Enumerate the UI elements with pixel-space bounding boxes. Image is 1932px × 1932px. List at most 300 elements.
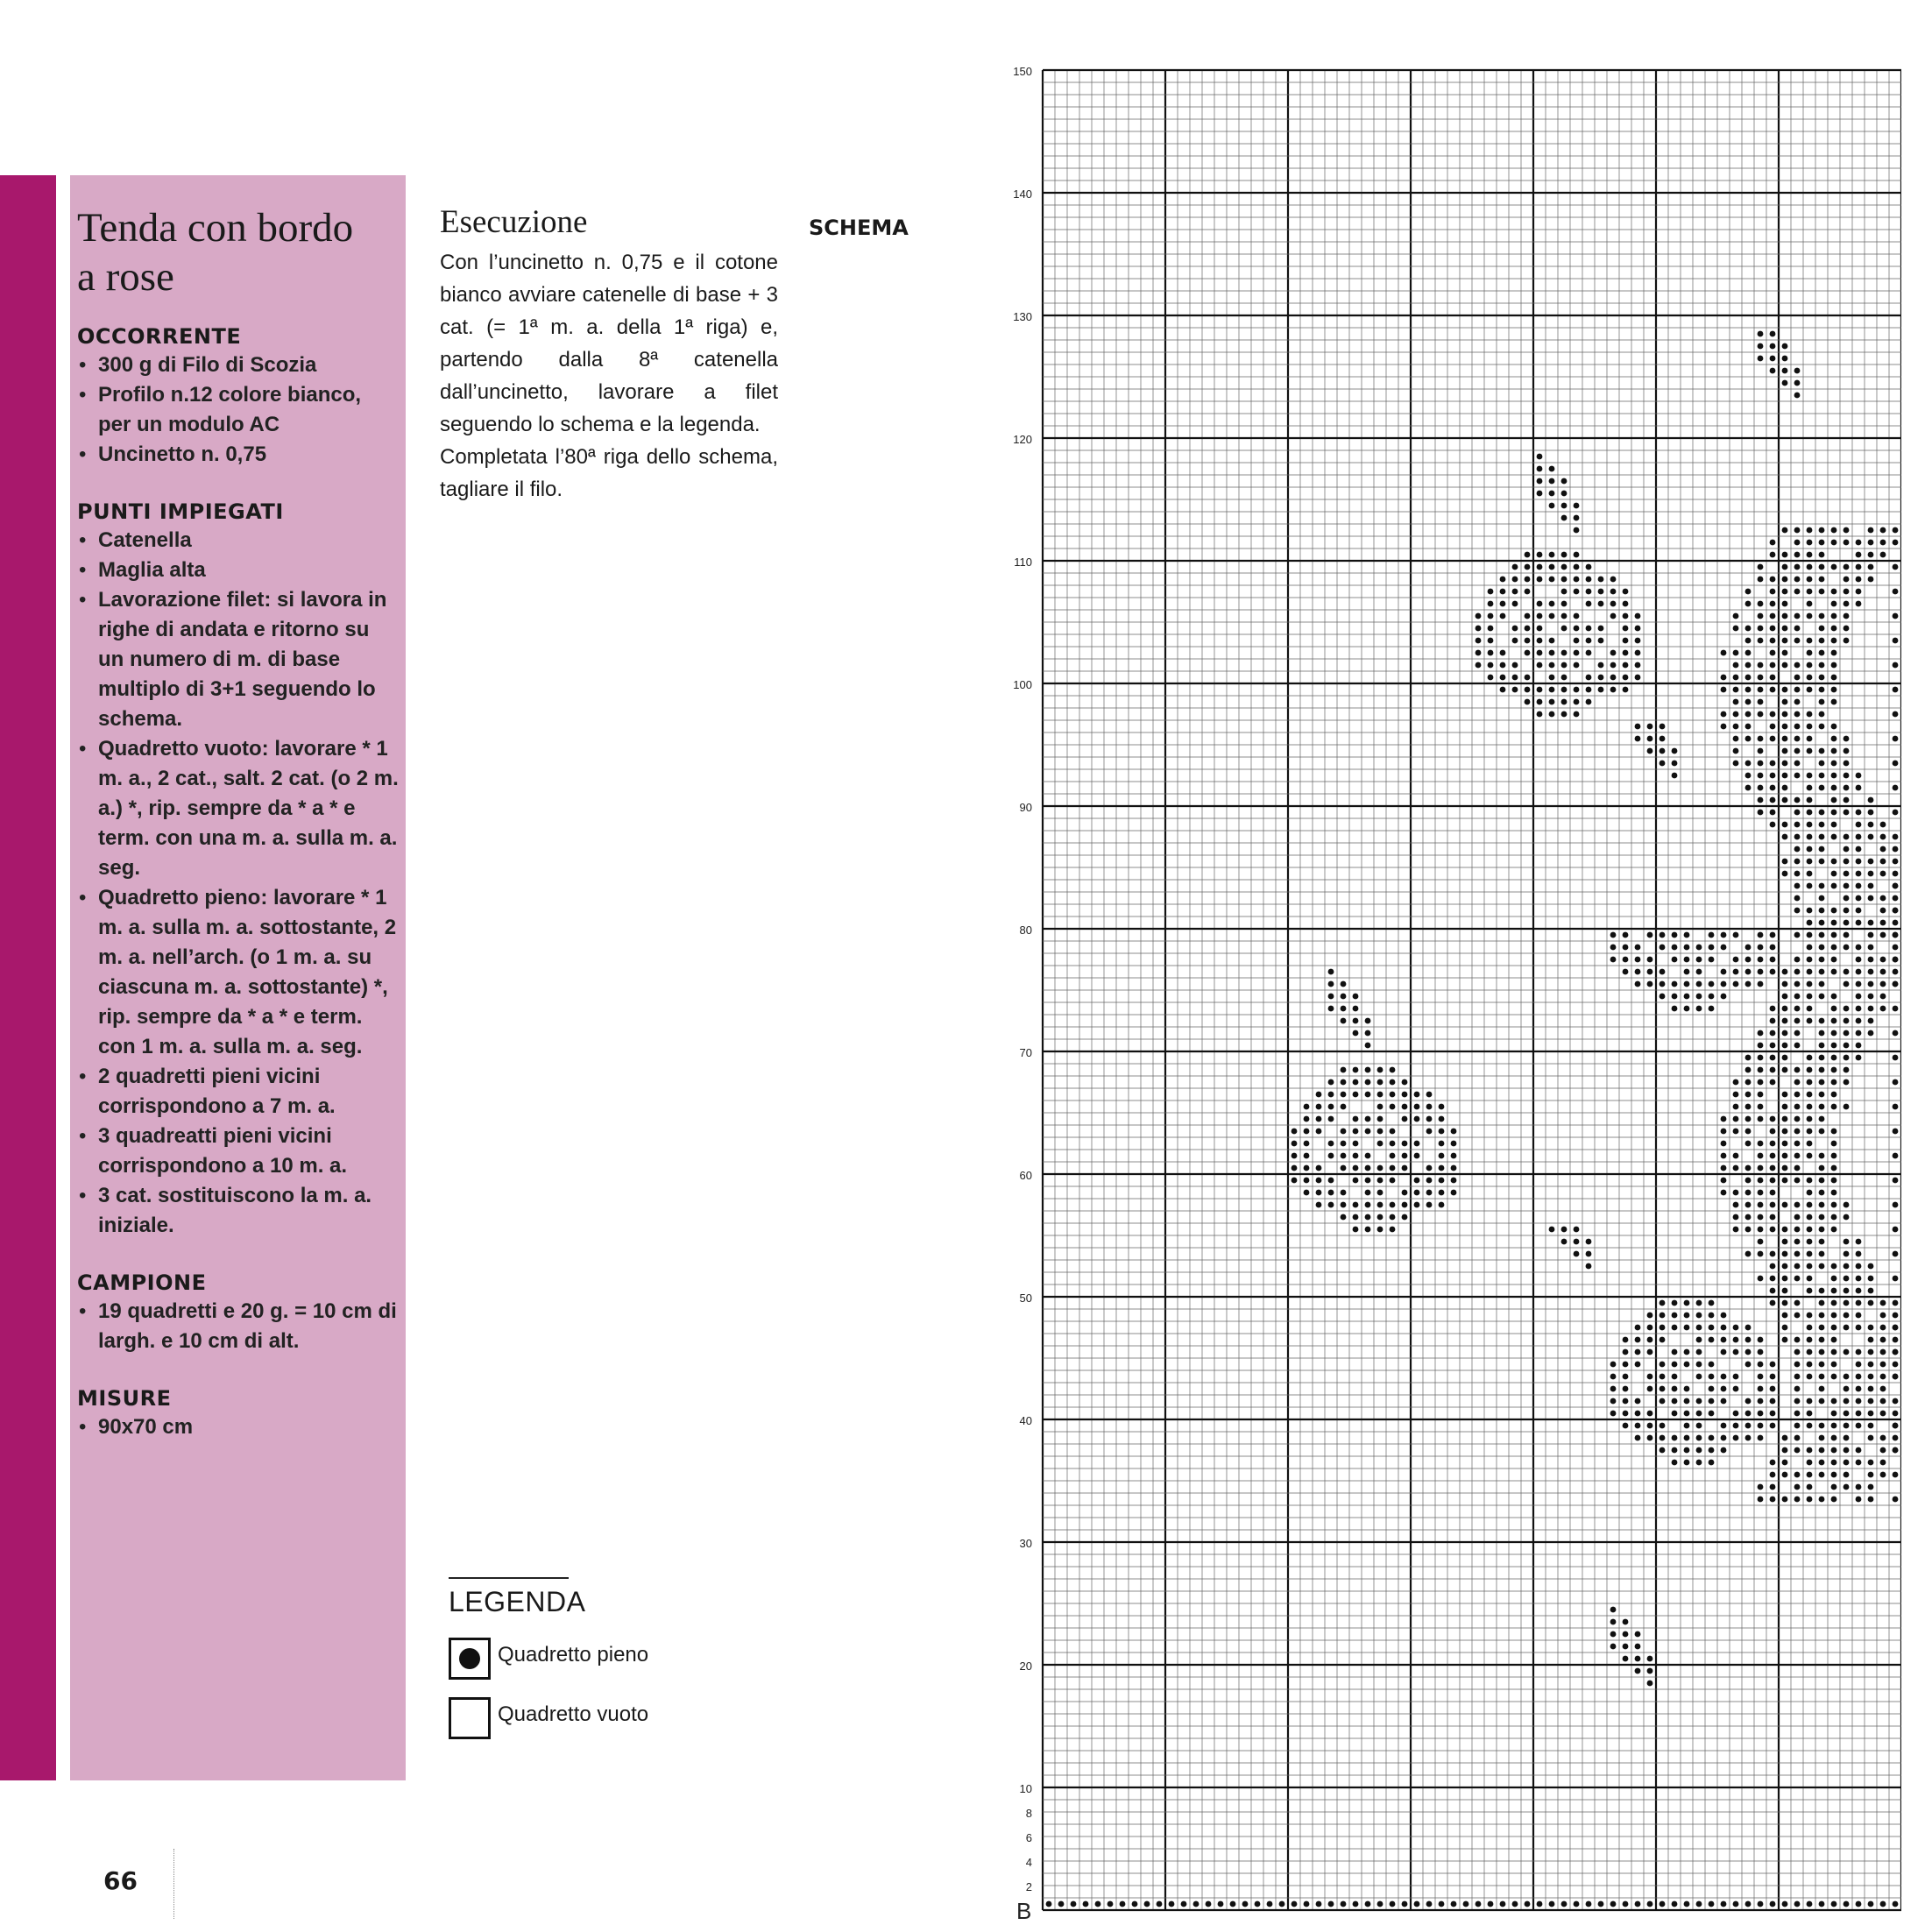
rose-cell	[1610, 613, 1617, 619]
base-row-cell	[1807, 1901, 1813, 1907]
border-cell	[1880, 871, 1886, 877]
rose-cell	[1733, 1435, 1739, 1441]
rose-cell	[1390, 1214, 1396, 1221]
rose-cell	[1660, 994, 1666, 1000]
rosebud-cell	[1549, 491, 1555, 497]
border-cell	[1844, 540, 1850, 546]
border-cell	[1782, 1030, 1788, 1037]
border-cell	[1893, 736, 1899, 742]
rose-cell	[1328, 1092, 1334, 1098]
rose-cell	[1426, 1165, 1433, 1171]
y-tick-label: 40	[1019, 1414, 1032, 1427]
border-cell	[1794, 1239, 1801, 1245]
border-cell	[1893, 564, 1899, 570]
rose-cell	[1316, 1190, 1322, 1196]
border-cell	[1880, 822, 1886, 828]
border-cell	[1782, 1141, 1788, 1147]
rose-cell	[1525, 638, 1531, 644]
rose-cell	[1537, 552, 1543, 558]
border-cell	[1782, 687, 1788, 693]
border-cell	[1831, 773, 1837, 779]
border-cell	[1733, 675, 1739, 681]
base-row-cell	[1377, 1901, 1384, 1907]
border-cell	[1807, 638, 1813, 644]
border-cell	[1758, 1190, 1764, 1196]
border-cell	[1868, 1374, 1874, 1380]
border-cell	[1807, 1398, 1813, 1405]
border-cell	[1782, 1202, 1788, 1208]
rose-cell	[1709, 957, 1715, 963]
rose-cell	[1635, 1337, 1641, 1343]
border-cell	[1794, 1423, 1801, 1429]
y-tick-label: 4	[1025, 1856, 1032, 1869]
rose-cell	[1377, 1165, 1384, 1171]
rose-cell	[1561, 564, 1568, 570]
rosebud-cell	[1561, 515, 1568, 521]
border-cell	[1856, 601, 1862, 607]
border-cell	[1770, 577, 1776, 583]
base-row-cell	[1132, 1901, 1138, 1907]
border-cell	[1794, 957, 1801, 963]
base-row-cell	[1095, 1901, 1101, 1907]
border-cell	[1893, 1251, 1899, 1257]
y-tick-label: 100	[1013, 678, 1032, 691]
rosebud-cell	[1537, 466, 1543, 472]
border-cell	[1794, 687, 1801, 693]
y-tick-label: 120	[1013, 433, 1032, 446]
rose-cell	[1304, 1165, 1310, 1171]
legend-item-empty	[449, 1697, 711, 1739]
rose-cell	[1586, 577, 1592, 583]
border-cell	[1782, 1276, 1788, 1282]
rose-cell	[1610, 1374, 1617, 1380]
y-tick-label: 130	[1013, 310, 1032, 323]
rosebud-cell	[1353, 1006, 1359, 1012]
rose-cell	[1635, 650, 1641, 656]
border-cell	[1807, 1227, 1813, 1233]
rose-cell	[1733, 1386, 1739, 1392]
border-cell	[1880, 994, 1886, 1000]
border-cell	[1782, 1067, 1788, 1073]
rosebud-cell	[1341, 1006, 1347, 1012]
border-cell	[1856, 1288, 1862, 1294]
border-cell	[1782, 1092, 1788, 1098]
rose-cell	[1304, 1116, 1310, 1122]
border-cell	[1794, 1337, 1801, 1343]
rose-cell	[1390, 1227, 1396, 1233]
rose-cell	[1696, 1435, 1702, 1441]
border-cell	[1758, 662, 1764, 669]
base-row-cell	[1623, 1901, 1629, 1907]
rose-cell	[1476, 626, 1482, 632]
rose-cell	[1745, 957, 1752, 963]
border-cell	[1844, 1447, 1850, 1454]
border-cell	[1893, 1362, 1899, 1368]
rose-cell	[1292, 1129, 1298, 1135]
rose-cell	[1512, 687, 1518, 693]
border-cell	[1844, 1386, 1850, 1392]
rose-cell	[1696, 1362, 1702, 1368]
border-cell	[1782, 834, 1788, 840]
rose-cell	[1365, 1190, 1371, 1196]
rose-cell	[1402, 1190, 1408, 1196]
rose-cell	[1684, 1313, 1690, 1319]
rosebud-cell	[1794, 380, 1801, 386]
rose-cell	[1623, 613, 1629, 619]
rose-cell	[1770, 957, 1776, 963]
border-cell	[1893, 932, 1899, 938]
rosebud-cell	[1365, 1043, 1371, 1049]
border-cell	[1844, 981, 1850, 987]
rose-cell	[1341, 1214, 1347, 1221]
rose-cell	[1549, 711, 1555, 718]
border-cell	[1844, 1472, 1850, 1478]
border-cell	[1844, 1423, 1850, 1429]
filet-chart	[973, 35, 1901, 1919]
border-cell	[1733, 1227, 1739, 1233]
rose-cell	[1488, 601, 1494, 607]
rose-cell	[1500, 650, 1506, 656]
border-cell	[1819, 1214, 1825, 1221]
border-cell	[1880, 932, 1886, 938]
border-cell	[1758, 1202, 1764, 1208]
rose-cell	[1758, 1349, 1764, 1355]
border-cell	[1819, 552, 1825, 558]
border-cell	[1880, 540, 1886, 546]
base-row-cell	[1672, 1901, 1678, 1907]
page-separator	[173, 1849, 174, 1919]
border-cell	[1782, 981, 1788, 987]
rose-cell	[1623, 1349, 1629, 1355]
rosebud-cell	[1610, 1631, 1617, 1638]
base-row-cell	[1242, 1901, 1249, 1907]
border-cell	[1770, 540, 1776, 546]
border-cell	[1844, 1067, 1850, 1073]
border-cell	[1844, 761, 1850, 767]
border-cell	[1782, 1055, 1788, 1061]
base-row-cell	[1856, 1901, 1862, 1907]
border-cell	[1844, 1374, 1850, 1380]
rose-cell	[1365, 1116, 1371, 1122]
rose-cell	[1586, 650, 1592, 656]
border-cell	[1794, 589, 1801, 595]
rose-cell	[1341, 1202, 1347, 1208]
rose-cell	[1696, 1300, 1702, 1306]
rosebud-cell	[1537, 491, 1543, 497]
rose-cell	[1426, 1092, 1433, 1098]
section-heading: PUNTI IMPIEGATI	[77, 499, 284, 524]
rose-cell	[1672, 1374, 1678, 1380]
border-cell	[1733, 1116, 1739, 1122]
bullet-list	[77, 1297, 399, 1356]
border-cell	[1868, 810, 1874, 816]
border-cell	[1831, 1043, 1837, 1049]
rose-cell	[1353, 1079, 1359, 1086]
border-cell	[1819, 1067, 1825, 1073]
rose-cell	[1574, 687, 1580, 693]
border-cell	[1856, 1263, 1862, 1270]
base-row-cell	[1439, 1901, 1445, 1907]
border-cell	[1856, 883, 1862, 889]
border-cell	[1868, 1006, 1874, 1012]
border-cell	[1844, 895, 1850, 902]
rose-cell	[1696, 945, 1702, 951]
border-cell	[1794, 895, 1801, 902]
rose-cell	[1561, 699, 1568, 705]
rosebud-cell	[1328, 969, 1334, 975]
border-cell	[1819, 1435, 1825, 1441]
border-cell	[1819, 1178, 1825, 1184]
border-cell	[1819, 564, 1825, 570]
border-cell	[1893, 1472, 1899, 1478]
border-cell	[1831, 1018, 1837, 1024]
rose-cell	[1623, 1337, 1629, 1343]
border-cell	[1893, 908, 1899, 914]
rose-cell	[1758, 1423, 1764, 1429]
base-row-cell	[1230, 1901, 1236, 1907]
border-cell	[1819, 1386, 1825, 1392]
border-cell	[1721, 675, 1727, 681]
rose-cell	[1574, 699, 1580, 705]
rose-cell	[1586, 699, 1592, 705]
border-cell	[1856, 1313, 1862, 1319]
border-cell	[1770, 626, 1776, 632]
rose-cell	[1610, 1398, 1617, 1405]
rose-cell	[1598, 638, 1604, 644]
border-cell	[1782, 748, 1788, 754]
rose-cell	[1660, 945, 1666, 951]
rose-cell	[1586, 589, 1592, 595]
list-item: • 90x70 cm	[77, 1412, 399, 1442]
border-cell	[1770, 761, 1776, 767]
rosebud-cell	[1328, 994, 1334, 1000]
rose-cell	[1696, 1349, 1702, 1355]
rosebud-cell	[1574, 515, 1580, 521]
rose-cell	[1476, 638, 1482, 644]
rose-cell	[1377, 1178, 1384, 1184]
rosebud-cell	[1647, 724, 1653, 730]
legend	[449, 1577, 711, 1757]
rosebud-cell	[1770, 368, 1776, 374]
border-cell	[1880, 1006, 1886, 1012]
rose-cell	[1709, 1300, 1715, 1306]
filled-square-icon	[449, 1638, 491, 1680]
border-cell	[1819, 589, 1825, 595]
border-cell	[1880, 1337, 1886, 1343]
border-cell	[1745, 1202, 1752, 1208]
border-cell	[1782, 1300, 1788, 1306]
border-cell	[1733, 1092, 1739, 1098]
border-cell	[1856, 564, 1862, 570]
border-cell	[1794, 662, 1801, 669]
rose-cell	[1439, 1153, 1445, 1159]
rose-cell	[1537, 650, 1543, 656]
rose-cell	[1721, 1374, 1727, 1380]
rose-cell	[1647, 957, 1653, 963]
rosebud-cell	[1537, 478, 1543, 485]
border-cell	[1782, 822, 1788, 828]
border-cell	[1868, 1337, 1874, 1343]
border-cell	[1819, 1153, 1825, 1159]
rose-cell	[1353, 1092, 1359, 1098]
border-cell	[1807, 969, 1813, 975]
border-cell	[1733, 662, 1739, 669]
title-line-2: a rose	[77, 254, 174, 300]
rose-cell	[1292, 1178, 1298, 1184]
rose-cell	[1709, 932, 1715, 938]
border-cell	[1794, 846, 1801, 853]
border-cell	[1844, 1435, 1850, 1441]
border-cell	[1782, 1288, 1788, 1294]
border-cell	[1880, 1300, 1886, 1306]
border-cell	[1794, 1006, 1801, 1012]
rosebud-cell	[1635, 1668, 1641, 1674]
rose-cell	[1537, 626, 1543, 632]
rose-cell	[1672, 1349, 1678, 1355]
bullet-list	[77, 1412, 399, 1442]
rose-cell	[1745, 1325, 1752, 1331]
border-cell	[1844, 589, 1850, 595]
rose-cell	[1758, 981, 1764, 987]
rose-cell	[1684, 1325, 1690, 1331]
rose-cell	[1709, 1435, 1715, 1441]
border-cell	[1893, 1423, 1899, 1429]
border-cell	[1794, 1165, 1801, 1171]
rose-cell	[1402, 1141, 1408, 1147]
rose-cell	[1377, 1079, 1384, 1086]
y-tick-label: 60	[1019, 1169, 1032, 1182]
border-cell	[1819, 675, 1825, 681]
rose-cell	[1721, 932, 1727, 938]
rose-cell	[1684, 1362, 1690, 1368]
rose-cell	[1341, 1129, 1347, 1135]
rose-cell	[1721, 1398, 1727, 1405]
border-cell	[1807, 736, 1813, 742]
border-cell	[1831, 1227, 1837, 1233]
border-cell	[1770, 773, 1776, 779]
border-cell	[1880, 895, 1886, 902]
border-cell	[1819, 883, 1825, 889]
border-cell	[1844, 1018, 1850, 1024]
border-cell	[1758, 1484, 1764, 1490]
rosebud-cell	[1586, 1239, 1592, 1245]
border-cell	[1819, 638, 1825, 644]
border-cell	[1844, 1288, 1850, 1294]
border-cell	[1844, 1300, 1850, 1306]
border-cell	[1807, 1116, 1813, 1122]
border-cell	[1807, 859, 1813, 865]
rose-cell	[1549, 638, 1555, 644]
border-cell	[1807, 552, 1813, 558]
border-cell	[1893, 1349, 1899, 1355]
border-cell	[1758, 601, 1764, 607]
border-cell	[1770, 601, 1776, 607]
border-cell	[1844, 1030, 1850, 1037]
rose-cell	[1561, 675, 1568, 681]
border-cell	[1844, 1104, 1850, 1110]
rose-cell	[1770, 945, 1776, 951]
border-cell	[1807, 1251, 1813, 1257]
border-cell	[1831, 908, 1837, 914]
border-cell	[1831, 957, 1837, 963]
border-cell	[1794, 1497, 1801, 1503]
rose-cell	[1709, 1411, 1715, 1417]
rose-cell	[1709, 994, 1715, 1000]
border-cell	[1831, 785, 1837, 791]
border-cell	[1721, 650, 1727, 656]
rose-cell	[1647, 1423, 1653, 1429]
rose-cell	[1365, 1153, 1371, 1159]
border-cell	[1758, 773, 1764, 779]
rose-cell	[1623, 1386, 1629, 1392]
border-cell	[1893, 969, 1899, 975]
rose-cell	[1549, 687, 1555, 693]
border-cell	[1880, 859, 1886, 865]
rose-cell	[1439, 1116, 1445, 1122]
border-cell	[1831, 969, 1837, 975]
border-cell	[1794, 711, 1801, 718]
rose-cell	[1586, 564, 1592, 570]
rose-cell	[1709, 1313, 1715, 1319]
border-cell	[1856, 1484, 1862, 1490]
border-cell	[1782, 797, 1788, 803]
rose-cell	[1488, 662, 1494, 669]
border-cell	[1733, 736, 1739, 742]
border-cell	[1831, 1055, 1837, 1061]
border-cell	[1831, 810, 1837, 816]
rose-cell	[1635, 1423, 1641, 1429]
border-cell	[1733, 711, 1739, 718]
rose-cell	[1598, 577, 1604, 583]
border-cell	[1770, 785, 1776, 791]
border-cell	[1745, 1214, 1752, 1221]
border-cell	[1831, 797, 1837, 803]
border-cell	[1856, 540, 1862, 546]
list-item: • 300 g di Filo di Scozia	[77, 350, 399, 380]
rose-cell	[1696, 981, 1702, 987]
rosebud-cell	[1782, 368, 1788, 374]
rose-cell	[1635, 1398, 1641, 1405]
rose-cell	[1758, 1398, 1764, 1405]
base-row-cell	[1525, 1901, 1531, 1907]
border-cell	[1758, 699, 1764, 705]
rose-cell	[1353, 1067, 1359, 1073]
border-cell	[1758, 1165, 1764, 1171]
rose-cell	[1451, 1141, 1457, 1147]
border-cell	[1831, 613, 1837, 619]
border-cell	[1782, 613, 1788, 619]
border-cell	[1893, 1153, 1899, 1159]
border-cell	[1893, 920, 1899, 926]
border-cell	[1733, 1104, 1739, 1110]
border-cell	[1831, 1398, 1837, 1405]
rose-cell	[1328, 1116, 1334, 1122]
border-cell	[1721, 1178, 1727, 1184]
border-cell	[1794, 761, 1801, 767]
rosebud-cell	[1549, 466, 1555, 472]
y-tick-label: 6	[1025, 1831, 1032, 1844]
border-cell	[1831, 945, 1837, 951]
border-cell	[1856, 1043, 1862, 1049]
rose-cell	[1696, 957, 1702, 963]
rose-cell	[1377, 1141, 1384, 1147]
base-row-cell	[1488, 1901, 1494, 1907]
empty-square-icon	[449, 1697, 491, 1739]
border-cell	[1844, 601, 1850, 607]
border-cell	[1794, 1447, 1801, 1454]
rose-cell	[1500, 601, 1506, 607]
rose-cell	[1684, 1349, 1690, 1355]
